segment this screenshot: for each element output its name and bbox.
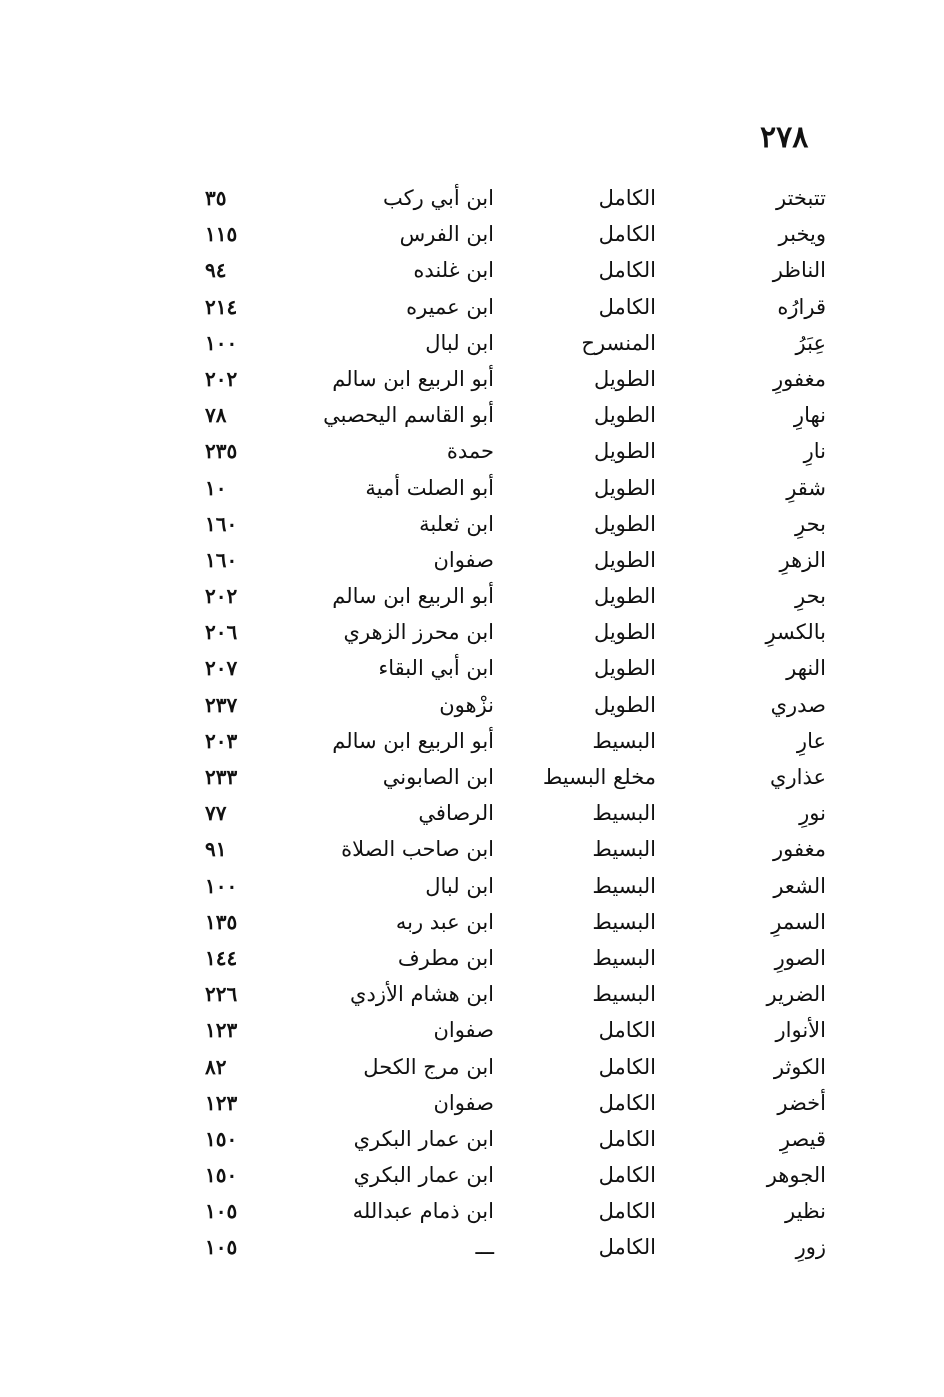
meter-cell: الطويل (593, 656, 656, 681)
table-row (0, 506, 944, 542)
page-ref-cell: ٢٠٣ (205, 728, 238, 753)
table-row (0, 868, 944, 904)
poet-cell: ابن أبي ركب (383, 186, 494, 210)
meter-cell: البسيط (592, 728, 656, 753)
meter-cell: الكامل (598, 1054, 656, 1079)
rhyme-cell: نارِ (803, 439, 826, 464)
poet-cell: أبو القاسم اليحصبي (323, 403, 494, 428)
rhyme-cell: بحرِ (795, 584, 826, 609)
meter-cell: الطويل (593, 584, 656, 609)
poet-cell: ابن محرز الزهري (343, 620, 494, 645)
rhyme-cell: الكوثر (773, 1054, 826, 1079)
rhyme-cell: الصورِ (774, 945, 826, 970)
table-row (0, 976, 944, 1012)
meter-cell: الطويل (593, 403, 656, 428)
poet-cell: صفوان (433, 547, 494, 572)
page-ref-cell: ٧٧ (205, 801, 227, 826)
rhyme-cell: الضرير (766, 982, 826, 1007)
page-ref-cell: ٢٣٥ (205, 439, 238, 464)
rhyme-cell: عارِ (796, 728, 826, 753)
poet-cell: ابن غلنده (413, 258, 494, 283)
rhyme-cell: الناظر (772, 258, 826, 283)
rhyme-cell: نظير (785, 1199, 826, 1224)
table-row (0, 1012, 944, 1048)
page-number: ٢٧٨ (760, 120, 809, 155)
meter-cell: الطويل (593, 366, 656, 391)
rhyme-cell: مغفور (773, 837, 826, 862)
page-ref-cell: ١١٥ (205, 222, 238, 247)
meter-cell: الكامل (598, 1199, 656, 1224)
page-ref-cell: ٧٨ (205, 403, 227, 428)
meter-cell: مخلع البسيط (542, 765, 656, 789)
page-ref-cell: ٢٣٧ (205, 692, 238, 717)
meter-cell: الكامل (598, 1235, 656, 1260)
table-row (0, 1229, 944, 1265)
meter-cell: الطويل (593, 547, 656, 572)
rhyme-cell: زورِ (795, 1235, 826, 1260)
rhyme-cell: أخضر (777, 1090, 826, 1115)
table-row (0, 795, 944, 831)
meter-cell: الكامل (598, 1163, 656, 1188)
table-row (0, 940, 944, 976)
poet-cell: ابن أبي البقاء (378, 656, 494, 681)
poet-cell: الرصافي (418, 801, 494, 826)
table-row (0, 650, 944, 686)
table-row (0, 614, 944, 650)
table-row (0, 361, 944, 397)
page-ref-cell: ١٣٥ (205, 909, 238, 934)
rhyme-cell: عِبَرُ (795, 330, 826, 355)
page-ref-cell: ٢١٤ (205, 294, 238, 319)
rhyme-cell: الزهرِ (779, 547, 826, 572)
table-row (0, 325, 944, 361)
meter-cell: الكامل (598, 258, 656, 283)
page-ref-cell: ١٠٥ (205, 1199, 238, 1224)
page-ref-cell: ١٤٤ (205, 945, 238, 970)
index-table (0, 180, 944, 1266)
table-row (0, 1157, 944, 1193)
table-row (0, 433, 944, 469)
poet-cell: ابن لبال (425, 330, 494, 355)
meter-cell: الكامل (598, 1090, 656, 1115)
rhyme-cell: الشعر (773, 873, 826, 898)
poet-cell: صفوان (433, 1090, 494, 1115)
rhyme-cell: شقرِ (786, 475, 826, 500)
poet-cell: ابن عبد ربه (395, 909, 494, 934)
meter-cell: الطويل (593, 439, 656, 464)
page-ref-cell: ٢٠٦ (205, 620, 238, 645)
page-ref-cell: ١٢٣ (205, 1018, 238, 1043)
meter-cell: الطويل (593, 692, 656, 717)
poet-cell: ابن مرج الكحل (363, 1054, 494, 1079)
meter-cell: الكامل (598, 222, 656, 247)
table-row (0, 904, 944, 940)
page-ref-cell: ١٥٠ (205, 1126, 238, 1151)
table-row (0, 1121, 944, 1157)
page-ref-cell: ٢٢٦ (205, 982, 238, 1007)
rhyme-cell: نهارِ (793, 403, 826, 428)
table-row (0, 397, 944, 433)
meter-cell: البسيط (592, 945, 656, 970)
table-row (0, 1193, 944, 1229)
rhyme-cell: قيصرِ (779, 1126, 826, 1151)
poet-cell: ابن عمار البكري (353, 1126, 494, 1151)
meter-cell: البسيط (592, 801, 656, 826)
page-ref-cell: ٢٠٢ (205, 584, 238, 609)
poet-cell: ابن الصابوني (382, 765, 494, 789)
page-ref-cell: ١٢٣ (205, 1090, 238, 1115)
poet-cell: أبو الربيع ابن سالم (332, 728, 494, 753)
table-row (0, 180, 944, 216)
poet-cell: نزْهون (439, 692, 494, 717)
poet-cell: ابن هشام الأزدي (350, 982, 494, 1007)
rhyme-cell: بحرِ (795, 511, 826, 536)
rhyme-cell: الأنوار (775, 1018, 826, 1043)
rhyme-cell: الجوهر (766, 1163, 826, 1188)
meter-cell: الكامل (598, 1126, 656, 1151)
rhyme-cell: النهر (786, 656, 826, 681)
poet-cell: ابن لبال (425, 873, 494, 898)
page-ref-cell: ١٦٠ (205, 511, 238, 536)
table-row (0, 289, 944, 325)
poet-cell: ابن صاحب الصلاة (341, 837, 494, 862)
meter-cell: الكامل (598, 186, 656, 210)
table-row (0, 723, 944, 759)
meter-cell: الطويل (593, 511, 656, 536)
page-ref-cell: ٩١ (205, 837, 227, 862)
page-ref-cell: ١٦٠ (205, 547, 238, 572)
poet-cell: أبو الربيع ابن سالم (332, 366, 494, 391)
poet-cell: ابن ثعلبة (419, 511, 494, 536)
meter-cell: الطويل (593, 620, 656, 645)
page-ref-cell: ١٠٠ (205, 330, 238, 355)
page-ref-cell: ١٥٠ (205, 1163, 238, 1188)
poet-cell: صفوان (433, 1018, 494, 1043)
table-row (0, 1049, 944, 1085)
rhyme-cell: بالكسرِ (765, 620, 826, 645)
page-ref-cell: ٣٥ (205, 186, 227, 210)
rhyme-cell: تتبختر (776, 186, 826, 210)
table-row (0, 578, 944, 614)
table-row (0, 252, 944, 288)
poet-cell: ابن الفرس (399, 222, 494, 247)
table-row (0, 216, 944, 252)
page-ref-cell: ١٠٥ (205, 1235, 238, 1260)
meter-cell: البسيط (592, 873, 656, 898)
poet-cell: ـــ (475, 1235, 494, 1260)
page-ref-cell: ٢٠٧ (205, 656, 238, 681)
poet-cell: أبو الصلت أمية (365, 475, 494, 500)
meter-cell: الطويل (593, 475, 656, 500)
poet-cell: ابن ذمام عبدالله (352, 1199, 494, 1224)
table-row (0, 687, 944, 723)
rhyme-cell: ويخبر (778, 222, 826, 247)
poet-cell: حمدة (446, 439, 494, 464)
page-ref-cell: ٢٣٣ (205, 765, 238, 789)
meter-cell: البسيط (592, 909, 656, 934)
rhyme-cell: مغفورِ (773, 366, 826, 391)
poet-cell: ابن عميره (406, 294, 494, 319)
table-row (0, 759, 944, 795)
page-ref-cell: ١٠٠ (205, 873, 238, 898)
page-ref-cell: ٨٢ (205, 1054, 227, 1079)
poet-cell: ابن عمار البكري (353, 1163, 494, 1188)
table-row (0, 1085, 944, 1121)
rhyme-cell: قرارُه (777, 294, 826, 319)
meter-cell: البسيط (592, 837, 656, 862)
table-row (0, 542, 944, 578)
rhyme-cell: السمرِ (771, 909, 826, 934)
meter-cell: المنسرح (581, 330, 656, 355)
meter-cell: البسيط (592, 982, 656, 1007)
table-row (0, 470, 944, 506)
rhyme-cell: نورِ (799, 801, 826, 826)
page-ref-cell: ٢٠٢ (205, 366, 238, 391)
page-ref-cell: ١٠ (205, 475, 227, 500)
meter-cell: الكامل (598, 1018, 656, 1043)
page-ref-cell: ٩٤ (205, 258, 227, 283)
rhyme-cell: صدري (770, 692, 826, 717)
poet-cell: ابن مطرف (397, 945, 494, 970)
meter-cell: الكامل (598, 294, 656, 319)
rhyme-cell: عذاري (770, 765, 826, 789)
table-row (0, 831, 944, 867)
poet-cell: أبو الربيع ابن سالم (332, 584, 494, 609)
